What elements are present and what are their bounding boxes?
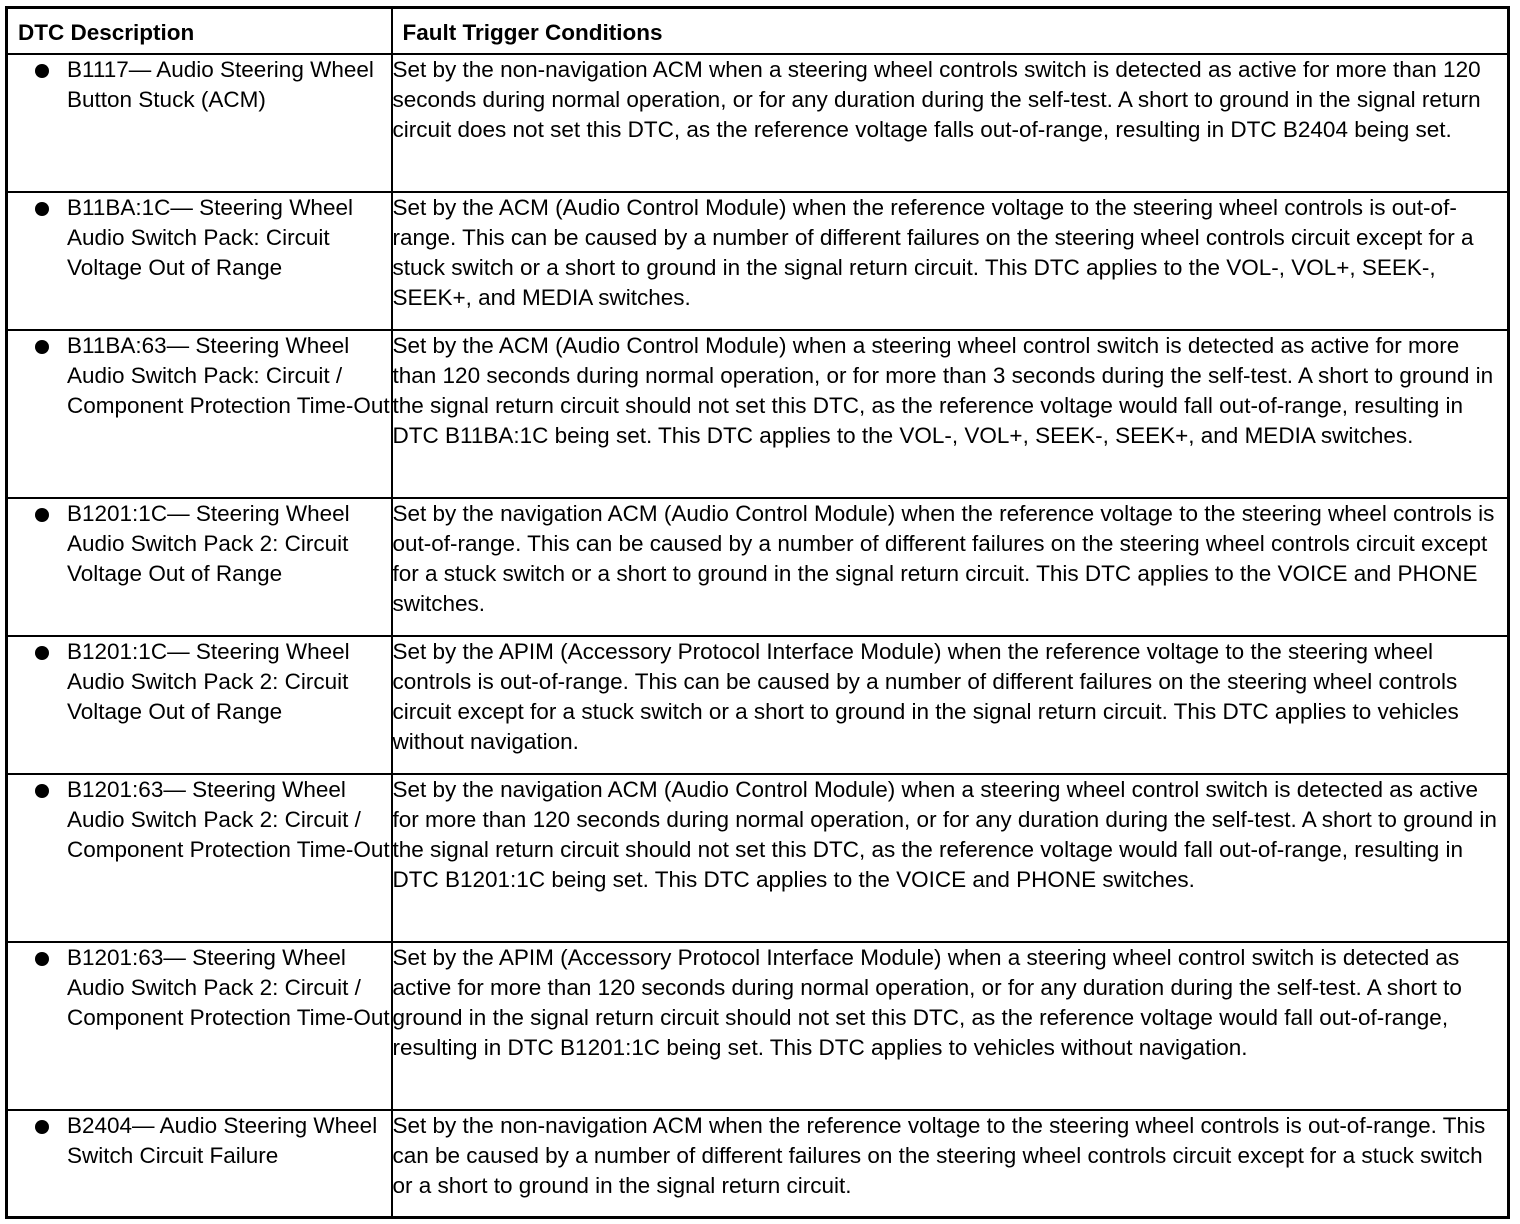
dtc-description-cell bbox=[7, 192, 392, 330]
fault-trigger-conditions: Set by the APIM (Accessory Protocol Interface Module) when a steering wheel control switch is detected as active for more than 120 seconds during normal operation, or for any duration during the self-test. A short to ground in the signal return circuit should not set this DTC, as the reference voltage would fall out-of-range, resulting in DTC B1201:1C being set. This DTC applies to vehicles without navigation. bbox=[392, 942, 1509, 1110]
dtc-table bbox=[5, 6, 1510, 1219]
dtc-description-cell bbox=[7, 942, 392, 1110]
dtc-description: B1201:1C— Steering Wheel Audio Switch Pack 2: Circuit Voltage Out of Range bbox=[67, 638, 350, 724]
fault-trigger-conditions: Set by the APIM (Accessory Protocol Interface Module) when the reference voltage to the steering wheel controls is out-of-range. This can be caused by a number of different failures on the steering wheel controls circuit except for a stuck switch or a short to ground in the signal return circuit. This DTC applies to vehicles without navigation. bbox=[392, 636, 1509, 774]
dtc-description-cell bbox=[7, 774, 392, 942]
table-row bbox=[7, 636, 1509, 774]
header-fault-trigger-conditions: Fault Trigger Conditions bbox=[392, 8, 1509, 54]
dtc-description: B1201:63— Steering Wheel Audio Switch Pack 2: Circuit / Component Protection Time-Out bbox=[67, 776, 390, 862]
fault-trigger-conditions: Set by the non-navigation ACM when the reference voltage to the steering wheel controls is out-of-range. This can be caused by a number of different failures on the steering wheel controls circuit except for a stuck switch or a short to ground in the signal return circuit. bbox=[392, 1110, 1509, 1218]
table-header-row bbox=[7, 8, 1509, 54]
bullet-icon bbox=[8, 943, 67, 966]
dtc-description-cell bbox=[7, 636, 392, 774]
bullet-icon bbox=[8, 1111, 67, 1134]
table-row bbox=[7, 330, 1509, 498]
bullet-icon bbox=[8, 499, 67, 522]
bullet-icon bbox=[8, 193, 67, 216]
table-row bbox=[7, 1110, 1509, 1218]
dtc-description: B1201:1C— Steering Wheel Audio Switch Pack 2: Circuit Voltage Out of Range bbox=[67, 500, 350, 586]
dtc-description: B11BA:1C— Steering Wheel Audio Switch Pack: Circuit Voltage Out of Range bbox=[67, 194, 353, 280]
dtc-description-cell bbox=[7, 1110, 392, 1218]
bullet-icon bbox=[8, 775, 67, 798]
table-row bbox=[7, 942, 1509, 1110]
dtc-description: B1201:63— Steering Wheel Audio Switch Pack 2: Circuit / Component Protection Time-Out bbox=[67, 944, 390, 1030]
bullet-icon bbox=[8, 331, 67, 354]
table-row bbox=[7, 54, 1509, 192]
fault-trigger-conditions: Set by the non-navigation ACM when a steering wheel controls switch is detected as active for more than 120 seconds during normal operation, or for any duration during the self-test. A short to ground in the signal return circuit does not set this DTC, as the reference voltage falls out-of-range, resulting in DTC B2404 being set. bbox=[392, 54, 1509, 192]
table-row bbox=[7, 498, 1509, 636]
fault-trigger-conditions: Set by the ACM (Audio Control Module) when a steering wheel control switch is detected as active for more than 120 seconds during normal operation, or for more than 3 seconds during the self-test. A short to ground in the signal return circuit should not set this DTC, as the reference voltage would fall out-of-range, resulting in DTC B11BA:1C being set. This DTC applies to the VOL-, VOL+, SEEK-, SEEK+, and MEDIA switches. bbox=[392, 330, 1509, 498]
table-row bbox=[7, 774, 1509, 942]
bullet-icon bbox=[8, 637, 67, 660]
fault-trigger-conditions: Set by the ACM (Audio Control Module) when the reference voltage to the steering wheel controls is out-of-range. This can be caused by a number of different failures on the steering wheel controls circuit except for a stuck switch or a short to ground in the signal return circuit. This DTC applies to the VOL-, VOL+, SEEK-, SEEK+, and MEDIA switches. bbox=[392, 192, 1509, 330]
bullet-icon bbox=[8, 55, 67, 78]
dtc-description-cell bbox=[7, 54, 392, 192]
fault-trigger-conditions: Set by the navigation ACM (Audio Control Module) when a steering wheel control switch is detected as active for more than 120 seconds during normal operation, or for any duration during the self-test. A short to ground in the signal return circuit should not set this DTC, as the reference voltage would fall out-of-range, resulting in DTC B1201:1C being set. This DTC applies to the VOICE and PHONE switches. bbox=[392, 774, 1509, 942]
dtc-description: B1117— Audio Steering Wheel Button Stuck (ACM) bbox=[67, 56, 374, 112]
header-dtc-description: DTC Description bbox=[7, 8, 392, 54]
fault-trigger-conditions: Set by the navigation ACM (Audio Control Module) when the reference voltage to the steering wheel controls is out-of-range. This can be caused by a number of different failures on the steering wheel controls circuit except for a stuck switch or a short to ground in the signal return circuit. This DTC applies to the VOICE and PHONE switches. bbox=[392, 498, 1509, 636]
dtc-description-cell bbox=[7, 330, 392, 498]
table-row bbox=[7, 192, 1509, 330]
dtc-description: B11BA:63— Steering Wheel Audio Switch Pack: Circuit / Component Protection Time-Out bbox=[67, 332, 390, 418]
dtc-description: B2404— Audio Steering Wheel Switch Circuit Failure bbox=[67, 1112, 378, 1168]
dtc-description-cell bbox=[7, 498, 392, 636]
